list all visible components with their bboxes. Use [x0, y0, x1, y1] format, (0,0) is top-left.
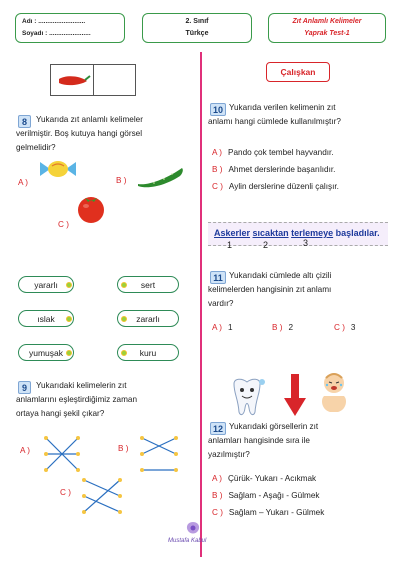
- tomato-icon: [74, 192, 108, 224]
- sentence-text: Askerler sıcaktan terlemeye başladılar.: [214, 228, 380, 238]
- question-12-line2: anlamları hangisinde sıra ile: [208, 436, 310, 445]
- title-box: [268, 13, 386, 43]
- question-12-line1: Yukarıdaki görsellerin zıt: [229, 422, 319, 431]
- author-logo-icon: [183, 520, 203, 538]
- sentence-box: [208, 222, 388, 246]
- author-signature: Mustafa Kabul: [168, 538, 207, 544]
- candy-icon: [38, 158, 78, 180]
- word-pill: kuru: [117, 344, 179, 361]
- match-dot: [121, 316, 127, 322]
- question-8-line2: verilmiştir. Boş kutuya hangi görsel: [16, 129, 143, 138]
- subject-label: Türkçe: [185, 30, 209, 37]
- matching-pattern-a: [40, 432, 84, 476]
- question-9-number: 9: [18, 381, 31, 394]
- question-9-option-c[interactable]: C ): [60, 488, 71, 497]
- question-8-option-a[interactable]: A ): [18, 178, 29, 187]
- question-11-line1: Yukarıdaki cümlede altı çizili: [229, 271, 332, 280]
- question-8-number: 8: [18, 115, 31, 128]
- question-11-option-b[interactable]: B ) 2: [272, 323, 294, 332]
- underline-number-3: 3: [303, 238, 309, 248]
- question-11-line3: vardır?: [208, 299, 234, 308]
- surname-label: Soyadı : .......................: [22, 30, 91, 37]
- match-dot: [121, 282, 127, 288]
- match-dot: [66, 350, 72, 356]
- given-word-box: Çalışkan: [266, 62, 330, 82]
- word-pill: yararlı: [18, 276, 74, 293]
- word-pill: zararlı: [117, 310, 179, 327]
- title-line2: Yaprak Test-1: [304, 30, 350, 37]
- word-pill: ıslak: [18, 310, 74, 327]
- match-dot: [66, 316, 72, 322]
- name-box: [15, 13, 125, 43]
- column-divider: [200, 52, 202, 557]
- match-dot: [121, 350, 127, 356]
- question-11-option-c[interactable]: C ) 3: [334, 323, 356, 332]
- question-10-option-c[interactable]: C ) Aylin derslerine düzenli çalışır.: [212, 182, 339, 191]
- question-9-line1: Yukarıdaki kelimelerin zıt: [36, 381, 127, 390]
- matching-pattern-b: [136, 432, 182, 476]
- question-8-line1: Yukarıda zıt anlamlı kelimeler: [36, 115, 143, 124]
- question-9-option-a[interactable]: A ): [20, 446, 31, 455]
- question-10-line1: Yukarıda verilen kelimenin zıt: [229, 103, 336, 112]
- question-9-line2: anlamlarını eşleştirdiğimiz zaman: [16, 395, 138, 404]
- underline-number-2: 2: [263, 240, 269, 250]
- grade-box: [142, 13, 252, 43]
- question-12-option-c[interactable]: C ) Sağlam – Yukarı - Gülmek: [212, 508, 325, 517]
- word-pill: sert: [117, 276, 179, 293]
- question-8-option-c[interactable]: C ): [58, 220, 69, 229]
- question-11-line2: kelimelerden hangisinin zıt anlamı: [208, 285, 332, 294]
- question-10-line2: anlamı hangi cümlede kullanılmıştır?: [208, 117, 341, 126]
- question-12-option-a[interactable]: A ) Çürük- Yukarı - Acıkmak: [212, 474, 317, 483]
- question-11-number: 11: [210, 271, 226, 284]
- pepper-pair-box: [50, 64, 136, 96]
- question-12-number: 12: [210, 422, 226, 435]
- healthy-tooth-icon: [228, 376, 266, 416]
- cucumber-icon: [134, 164, 186, 190]
- underline-number-1: 1: [227, 240, 233, 250]
- question-11-option-a[interactable]: A ) 1: [212, 323, 233, 332]
- crying-baby-icon: [316, 370, 352, 414]
- down-arrow-icon: [284, 374, 306, 416]
- question-8-line3: gelmelidir?: [16, 143, 56, 152]
- word-pill: yumuşak: [18, 344, 74, 361]
- match-dot: [66, 282, 72, 288]
- question-12-line3: yazılmıştır?: [208, 450, 250, 459]
- grade-label: 2. Sınıf: [185, 18, 209, 25]
- question-10-option-b[interactable]: B ) Ahmet derslerinde başarılıdır.: [212, 165, 336, 174]
- question-9-line3: ortaya hangi şekil çıkar?: [16, 409, 105, 418]
- question-10-number: 10: [210, 103, 226, 116]
- title-line1: Zıt Anlamlı Kelimeler: [292, 18, 362, 25]
- name-label: Adı : ..........................: [22, 18, 86, 25]
- matching-pattern-c: [78, 474, 126, 518]
- hot-pepper-icon: [55, 71, 91, 91]
- question-10-option-a[interactable]: A ) Pando çok tembel hayvandır.: [212, 148, 334, 157]
- question-8-option-b[interactable]: B ): [116, 176, 127, 185]
- empty-answer-box: [95, 65, 135, 95]
- question-9-option-b[interactable]: B ): [118, 444, 129, 453]
- question-12-option-b[interactable]: B ) Sağlam - Aşağı - Gülmek: [212, 491, 320, 500]
